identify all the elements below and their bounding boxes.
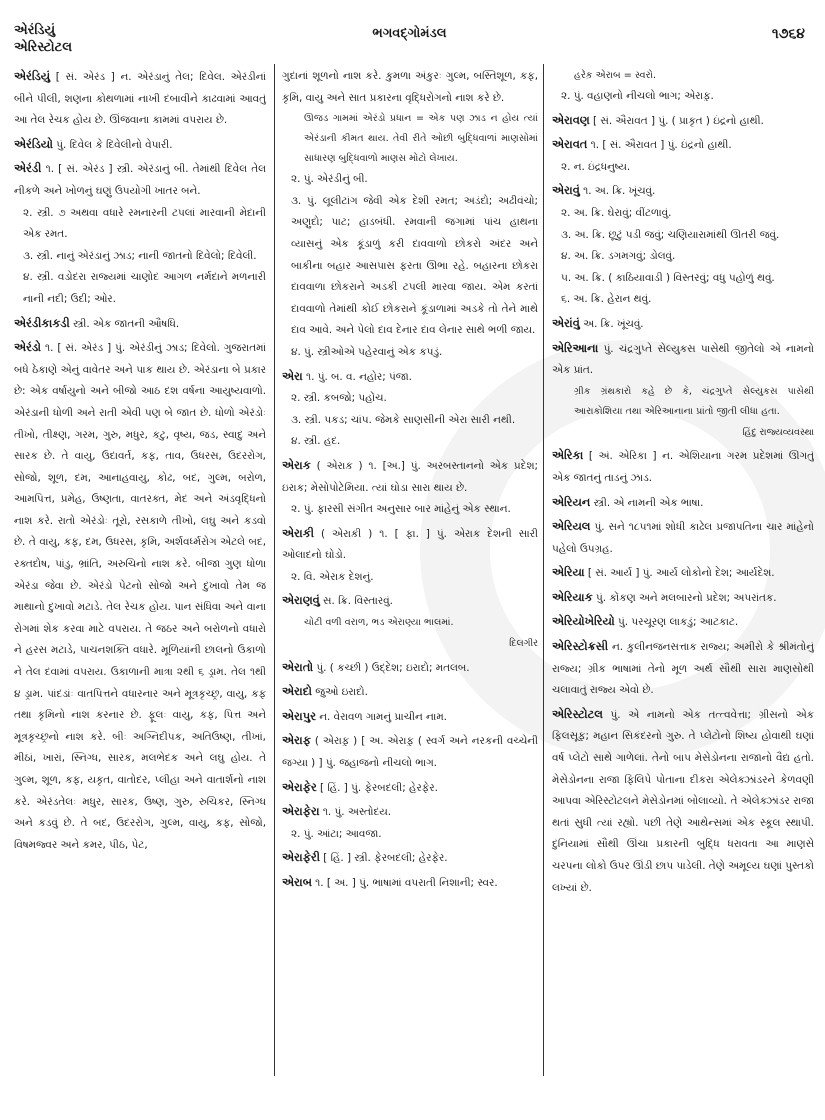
entry-sense: ૩. પું. લૂલીટાંગ જેવી એક દેશી રમત; અડંદો; અઢીવંચો; અણુદો; પાટ; હાડબંધી. રમવાની જગામાં પાંચ હાથના વ્યાસનું એક કૂંડાળું કરી દાવવાળો છોકરો અંદર અને બાકીના બહાર આસપાસ ફરતા ઊભા રહે. બહારના છોકરા દાવવાળા છોકરાને અડકી ટપલી મારવા જાય. એમ કરતાં દાવવાળો તેમાંથી કોઈ છોકરાને કૂંડાળામાં અડકે તો તેને માથે દાવ આવે. અને પેલો દાવ દેનાર દાવ લેનાર સાથે ભળી જાય. bbox=[291, 194, 538, 337]
entry-text: ( એરાક઼ ) ૧. [અ.] પું. અરબસ્તાનનો એક પ્રદેશ; ઇરાક; મેસોપોટેમિયા. ત્યાં ઘોડા સારા થાય છે. bbox=[282, 459, 538, 494]
guide-word-last: એરિસ્ટોટલ bbox=[14, 40, 73, 55]
entry-definition bbox=[14, 313, 266, 336]
dictionary-entry bbox=[552, 134, 814, 178]
entry-headword: એરિયા bbox=[552, 565, 585, 580]
entry-text: પું. પરચૂરણ લાકડું; આટકાટ. bbox=[617, 616, 739, 629]
dictionary-entry bbox=[552, 516, 814, 560]
entry-text: સ્ત્રી. એ નામની એક ભાષા. bbox=[593, 496, 704, 509]
entry-headword: એરંડિયો bbox=[14, 136, 53, 151]
entry-definition bbox=[552, 134, 814, 157]
dictionary-columns bbox=[14, 66, 814, 1078]
column-2 bbox=[282, 66, 538, 1078]
entry-definition bbox=[282, 523, 538, 567]
quote-source: દિલગીર bbox=[509, 638, 538, 650]
entry-sense: ૪. અ. ક્રિ. ડગમગવું; ડોલવું. bbox=[561, 250, 676, 263]
entry-sense: ૩. સ્ત્રી. નાનું એરંડાનું ઝાડ; નાની જાતનો દિવેલો; દિવેલી. bbox=[23, 249, 257, 262]
entry-text: [ સં. એરંડ ] ન. એરંડાનું તેલ; દિવેલ. એરંડીનાં બીને પીલી, શણના કોથળામાં નાખી દબાવીને કાઢવામાં આવતું આ તેલ રેચક હોય છે. ઊંજવાના કામમાં વપરાય છે. bbox=[14, 71, 266, 127]
dictionary-entry bbox=[14, 66, 266, 132]
entry-text: પું. એ નામનો એક તત્ત્વવેત્તા; ગ્રીસનો એક ફિલસૂફ; મહાન સિકંદરનો ગુરુ. તે પ્લેટોનો શિષ્ય હોવાથી ઘણાં વર્ષ પ્લેટો સાથે ગાળેલાં. તેનો બાપ મેસેડોનના રાજાનો વૈદ્ય હતો. મેસેડોનના રાજા ફિલિપે પોતાના દીકરા એલેક્ઝાંડરને કેળવણી આપવા એરિસ્ટોટલને મેસેડોનમાં બોલાવ્યો. તે એલેક્ઝાંડર રાજા થતાં સુધી ત્યાં રહ્યો. પછી તેણે આથેન્સમાં એક સ્કૂલ સ્થાપી. દુનિયામાં સૌથી ઊંચા પ્રકારની બુદ્ધિ ધરાવતા આ માણસે ચરપના લોકો ઉપર ઊંડી છાપ પાડેલી. તેણે અમૂલ્ય ઘણાં પુસ્તકો લખ્યાં છે. bbox=[552, 708, 814, 894]
entry-text: ( એરાફ઼ ) [ અ. એરાફ઼ ( સ્વર્ગ અને નરકની વચ્ચેની જગ્યા ) ] પું. જહાજનો નીચલો ભાગ. bbox=[282, 735, 538, 770]
dictionary-entry bbox=[552, 66, 814, 108]
entry-headword: એરાફેરી bbox=[282, 850, 320, 865]
entry-text: [ સં. ઐરાવત ] પું. ( પ્રાકૃત ) ઇંદ્રનો હાથી. bbox=[593, 114, 764, 127]
entry-sense: ૪. સ્ત્રી. હદ. bbox=[291, 435, 341, 448]
entry-sense: ૨. પું. વહાણનો નીચલો ભાગ; એરાફ઼. bbox=[561, 90, 714, 102]
dictionary-entry bbox=[14, 313, 266, 336]
entry-definition bbox=[282, 681, 538, 704]
entry-sense: ૨. ન. ઇંદ્રધનુષ્ય. bbox=[561, 160, 631, 173]
quote-source: હિંદુ રાજ્યવ્યવસ્થા bbox=[742, 426, 814, 438]
entry-definition bbox=[552, 562, 814, 585]
dictionary-entry bbox=[552, 313, 814, 336]
entry-definition bbox=[552, 180, 814, 203]
dictionary-entry bbox=[552, 587, 814, 610]
dictionary-entry bbox=[14, 158, 266, 310]
entry-text: ન. કુલીનજનસત્તાક રાજ્ય; અમીરો કે શ્રીમંતોનું રાજ્ય; ગ્રીક ભાષામાં તેનો મૂળ અર્થ સૌથી સારા માણસોથી ચલાવાતું રાજ્ય એવો છે. bbox=[552, 641, 814, 697]
column-3 bbox=[552, 66, 814, 1078]
dictionary-entry bbox=[282, 730, 538, 774]
entry-headword: એરિકા bbox=[552, 448, 584, 463]
entry-text: ( એરાક઼ી ) ૧. [ ફા. ] પું. એરાક દેશની સારી ઓલાદનો ઘોડો. bbox=[282, 527, 538, 562]
dictionary-entry bbox=[282, 657, 538, 680]
entry-definition bbox=[14, 66, 266, 132]
entry-headword: એરાફેરા bbox=[282, 804, 320, 819]
page-header bbox=[14, 22, 805, 62]
entry-headword: એરાદો bbox=[282, 684, 312, 699]
dictionary-entry bbox=[282, 801, 538, 845]
dictionary-entry bbox=[552, 562, 814, 585]
entry-text: ૧. પું. બ. વ. નહોર; પંજા. bbox=[306, 370, 412, 383]
dictionary-entry bbox=[552, 180, 814, 311]
entry-definition bbox=[552, 587, 814, 610]
entry-definition bbox=[552, 313, 814, 336]
entry-definition bbox=[282, 730, 538, 774]
entry-headword: એરાણવું bbox=[282, 593, 320, 608]
dictionary-entry bbox=[282, 847, 538, 870]
entry-definition bbox=[282, 872, 538, 895]
entry-text: પું. ( કચ્છી ) ઉદ્દેશ; ઇરાદો; મતલબ. bbox=[316, 661, 470, 674]
entry-text: સ. ક્રિ. વિસ્તારવું. bbox=[323, 595, 393, 608]
entry-text: પું. દિવેલ કે દિવેલીનો વેપારી. bbox=[56, 138, 173, 151]
entry-sense: ૨. પું. ફારસી સંગીત અનુસાર બાર માંહેનું એક સ્થાન. bbox=[291, 503, 511, 516]
entry-sense: ૬. અ. ક્રિ. હેરાન થવું. bbox=[561, 293, 652, 306]
dictionary-entry bbox=[282, 706, 538, 729]
entry-headword: એરાવું bbox=[552, 183, 580, 198]
dictionary-entry bbox=[552, 110, 814, 133]
dictionary-entry bbox=[282, 590, 538, 654]
entry-headword: એરાવત bbox=[552, 137, 588, 152]
entry-headword: એરંડીકાકડી bbox=[14, 315, 70, 330]
entry-text: ૧. [ સં. એરંડ ] સ્ત્રી. એરંડાનું બી. તેમાંથી દિવેલ તેલ નીકળે અને ખોળનું ઘણું ઉપયોગી ખાતર બને. bbox=[14, 163, 266, 197]
entry-definition bbox=[14, 158, 266, 202]
dictionary-entry bbox=[552, 445, 814, 489]
entry-sense: ૪. સ્ત્રી. વડોદરા રાજ્યમાં ચાણોદ આગળ નર્મદાને મળનારી નાની નદી; ઉદી; ઓર. bbox=[23, 271, 266, 305]
entry-text: પું. સને ૧૮૫૧માં શોધી કાઢેલ પ્રજાપતિના ચાર માંહેનો પહેલો ઉપગ્રહ. bbox=[552, 521, 814, 555]
entry-definition bbox=[552, 338, 814, 382]
entry-headword: એરાવણ bbox=[552, 112, 590, 127]
entry-sense: ૩. સ્ત્રી. પકડ; ચાંપ. જેમકે સાણસીની એરા સારી નથી. bbox=[291, 413, 516, 426]
entry-headword: એરાકી bbox=[282, 525, 314, 540]
entry-definition bbox=[552, 445, 814, 489]
entry-definition bbox=[552, 516, 814, 560]
entry-sense: ૨. સ્ત્રી. કબજો; પહોંચ. bbox=[291, 392, 387, 405]
entry-definition bbox=[552, 636, 814, 702]
entry-text: જુઓ ઇરાદો. bbox=[315, 686, 368, 699]
entry-text: ૧. [ અ. ] પું. ભાષામાં વપરાતી નિશાની; સ્વર. bbox=[315, 877, 498, 889]
entry-headword: એરાક bbox=[282, 457, 311, 472]
entry-text: ૧. અ. ક્રિ. ખૂંચવું. bbox=[583, 185, 656, 198]
dictionary-entry bbox=[282, 777, 538, 800]
entry-definition bbox=[552, 611, 814, 634]
entry-definition bbox=[552, 704, 814, 899]
entry-text: ૧. [ સં. એરંડ ] પું. એરંડીનું ઝાડ; દિવેલો. ગુજરાતમાં બધે ઠેકાણે એનું વાવેતર અને પાક થાય છે. એરંડાના બે પ્રકાર છે: એક વર્ષાયુનો અને બીજો આઠ દશ વર્ષના આયુષ્યવાળો. એરંડાની ધોળી અને રાતી એવી પણ બે જાત છે. ધોળો એરંડોઃ તીખો, તીક્ષ્ણ, ગરમ, ગુરુ, મધુર, કટુ, વૃષ્ય, જડ, સ્વાદુ અને સારક છે. તે વાયુ, ઉદાવર્ત, કફ, તાવ, ઉધરસ, ઉદરરોગ, સોજો, શૂળ, દમ, આનાહવાયુ, કોઢ, બદ, ગુલ્મ, બરોળ, આમપિત્ત, પ્રમેહ, ઉષ્ણતા, વાતરક્ત, મેદ અને અંડવૃદ્ધિનો નાશ કરે. રાતો એરંડોઃ તૂરો, રસકાળે તીખો, લઘુ અને કડવો છે. તે વાયુ, કફ, દમ, ઉધરસ, કૃમિ, અર્શવર્ધ્મરોગ એટલે બદ, રક્તદોષ, પાંડુ, ભ્રાંતિ, અરુચિનો નાશ કરે. બીજા ગુણ ધોળા એરંડા જેવા છે. એરંડો પેટનો સોજો અને દુખાવો તેમ જ માથાનો દુખાવો મટાડે. તેલ રેચક હોય. પાન સંધિવા અને વાના રોગમાં શેક કરવા માટે વપરાય. તે જઠર અને બરોળનો વધારો ને હરસ મટાડે, પાચનશક્તિ વધારે. મૂળિયાંની છાલનો ઉકાળો ને તેલ દવામાં વપરાય. ઉકાળાની માત્રા ૨થી ૬ ડ્રામ. તેલ ૧થી ૪ ડ્રામ. પાંદડાંઃ વાતપિત્તને વધારનાર અને મૂત્રકૃચ્છ્ર, વાયુ, કફ તથા કૃમિનો નાશ કરનાર છે. ફૂલઃ વાયુ, કફ, પિત્ત અને મૂત્રકૃચ્છ્રનો નાશ કરે. બીઃ અગ્નિદીપક, અતિઉષ્ણ, તીખાં, મીઠાં, ખારાં, સ્નિગ્ધ, સારક, મલભેદક અને લઘુ હોય. તે ગુલ્મ, શૂળ, કફ, યકૃત, વાતોદર, પ્લીહા અને વાતાર્શનો નાશ કરે. એરંડતેલઃ મધુર, સારક, ઉષ્ણ, ગુરુ, રુચિકર, સ્નિગ્ધ અને કડવું છે. તે બદ, ઉદરરોગ, ગુલ્મ, વાયુ, કફ, સોજો, વિષમજ્વર અને કમર, પીઠ, પેટ, bbox=[14, 342, 266, 851]
entry-definition bbox=[282, 455, 538, 499]
entry-definition bbox=[282, 777, 538, 800]
entry-quote: હરેક઼ એરાબ = સ્વરો. bbox=[574, 70, 657, 81]
dictionary-entry bbox=[282, 872, 538, 895]
entry-definition bbox=[282, 657, 538, 680]
dictionary-entry bbox=[552, 492, 814, 515]
entry-sense: ૫. અ. ક્રિ. ( કાઠિયાવાડી ) વિસ્તરવું; વધુ પહોળું થવું. bbox=[561, 271, 775, 284]
entry-sense: ૨. અ. ક્રિ. ઘેરાવું; વીંટળાવું. bbox=[561, 206, 672, 219]
entry-headword: એરાંવું bbox=[552, 315, 580, 330]
entry-headword: એરાતો bbox=[282, 659, 314, 674]
entry-definition bbox=[282, 366, 538, 389]
entry-headword: એરાબ bbox=[282, 875, 312, 889]
dictionary-entry bbox=[14, 134, 266, 157]
dictionary-entry bbox=[552, 704, 814, 899]
dictionary-entry bbox=[282, 523, 538, 589]
entry-quote: ચોટી વળી વરાળ, ભડ એરાણ્યા ભાલમાં. bbox=[304, 617, 454, 629]
entry-definition bbox=[282, 847, 538, 870]
entry-definition bbox=[552, 492, 814, 515]
entry-text: [ સં. આર્ય ] પું. આર્ય લોકોનો દેશ; આર્યદેશ. bbox=[587, 567, 775, 580]
dictionary-entry bbox=[552, 636, 814, 702]
entry-quote: ઊજડ ગામમાં એરંડો પ્રધાન = એક પણ ઝાડ ન હોય ત્યાં એરંડાની કીમત થાય. તેવી રીતે ઓછી બુદ્ધિવાળાં માણસોમાં સાધારણ બુદ્ધિવાળો માણસ મોટો લેખાય. bbox=[304, 113, 538, 165]
column-divider bbox=[274, 64, 275, 1076]
entry-definition bbox=[14, 337, 266, 856]
entry-text: ગુદાનાં શૂળનો નાશ કરે. કુમળા અંકુરઃ ગુલ્મ, બસ્તિશૂળ, કફ, કૃમિ, વાયુ અને સાત પ્રકારના વૃદ્ધિરોગનો નાશ કરે છે. bbox=[282, 70, 538, 104]
entry-sense: ૨. પું. એરંડીનું બી. bbox=[291, 173, 368, 186]
entry-definition bbox=[282, 706, 538, 729]
entry-text: ૧. [ સં. ઐરાવત ] પું. ઇંદ્રનો હાથી. bbox=[590, 139, 732, 152]
entry-definition bbox=[282, 66, 538, 109]
entry-text: પું. ચંદ્રગુપ્તે સેલ્યુકસ પાસેથી જીતેલો એ નામનો એક પ્રાંત. bbox=[552, 342, 814, 377]
dictionary-entry bbox=[552, 611, 814, 634]
column-1 bbox=[14, 66, 266, 1078]
dictionary-entry bbox=[282, 366, 538, 453]
entry-text: ૧. પું. અસ્તોદય. bbox=[322, 806, 392, 819]
entry-sense: ૨. પું. આંટા; આવજા. bbox=[291, 827, 382, 840]
dictionary-entry bbox=[282, 455, 538, 521]
entry-sense: ૨. વિ. એરાક દેશનું. bbox=[291, 570, 374, 583]
entry-headword: એરા bbox=[282, 368, 303, 383]
entry-text: [ હિં. ] સ્ત્રી. ફેરબદલી; હેરફેર. bbox=[323, 852, 448, 865]
entry-headword: એરિઆના bbox=[552, 340, 599, 355]
entry-sense: ૪. પું. સ્ત્રીઓએ પહેરવાનું એક કપડું. bbox=[291, 345, 443, 358]
entry-headword: એરિયોખેરિયો bbox=[552, 614, 615, 629]
dictionary-entry bbox=[14, 337, 266, 856]
entry-headword: એરાપુર bbox=[282, 708, 316, 723]
entry-headword: એરંડિયું bbox=[14, 69, 51, 83]
entry-headword: એરંડો bbox=[14, 340, 42, 355]
entry-headword: એરિયન bbox=[552, 494, 591, 509]
entry-text: [ હિં. ] પું. ફેરબદલી; હેરફેર. bbox=[320, 781, 438, 794]
entry-headword: એરિયલ bbox=[552, 519, 591, 534]
column-divider bbox=[543, 64, 544, 1076]
entry-headword: એરિયાક bbox=[552, 589, 593, 604]
entry-text: સ્ત્રી. એક જાતની ઔષધિ. bbox=[73, 317, 180, 330]
entry-text: ન. વેરાવળ ગામનું પ્રાચીન નામ. bbox=[319, 710, 447, 723]
entry-quote: ગ્રીક ગ્રંથકારો કહે છે કે, ચંદ્રગુપ્તે સેલ્યુકસ પાસેથી આરાકોશિયા તથા એરિઆનાના પ્રાંતો જીતી લીધા હતા. bbox=[574, 385, 814, 417]
entry-text: અ. ક્રિ. ખૂંચવું. bbox=[583, 317, 644, 330]
dictionary-title: ભગવદ્ગોમંડલ bbox=[372, 26, 447, 41]
entry-headword: એરિસ્ટોટલ bbox=[552, 706, 603, 721]
entry-sense: ૨. સ્ત્રી. ૭ અથવા વધારે રમનારની ટપલાં મારવાની મેદાની એક રમત. bbox=[23, 206, 266, 241]
entry-headword: એરંડી bbox=[14, 161, 42, 176]
entry-definition bbox=[14, 134, 266, 157]
dictionary-entry bbox=[552, 338, 814, 444]
guide-word-first: એરંડિયું bbox=[14, 23, 56, 38]
dictionary-entry bbox=[282, 681, 538, 704]
entry-text: પું. કોંકણ અને મલબારનો પ્રદેશ; અપરાંતક. bbox=[595, 591, 777, 604]
entry-definition bbox=[552, 110, 814, 133]
entry-headword: એરિસ્ટોક્રસી bbox=[552, 639, 609, 654]
entry-headword: એરાફેર bbox=[282, 779, 317, 794]
entry-sense: ૩. અ. ક્રિ. છૂટું પડી જવું; ચણિયારામાંથી ઊતરી જવું. bbox=[561, 228, 780, 241]
entry-headword: એરાફ bbox=[282, 733, 311, 748]
entry-text: [ અં. એરિકા ] ન. એશિયાના ગરમ પ્રદેશમાં ઊગતું એક જાતનું તાડનું ઝાડ. bbox=[552, 450, 814, 484]
entry-definition bbox=[282, 590, 538, 613]
entry-definition bbox=[282, 801, 538, 824]
dictionary-entry bbox=[282, 66, 538, 364]
page-number: ૧૭૬૪ bbox=[771, 26, 805, 42]
